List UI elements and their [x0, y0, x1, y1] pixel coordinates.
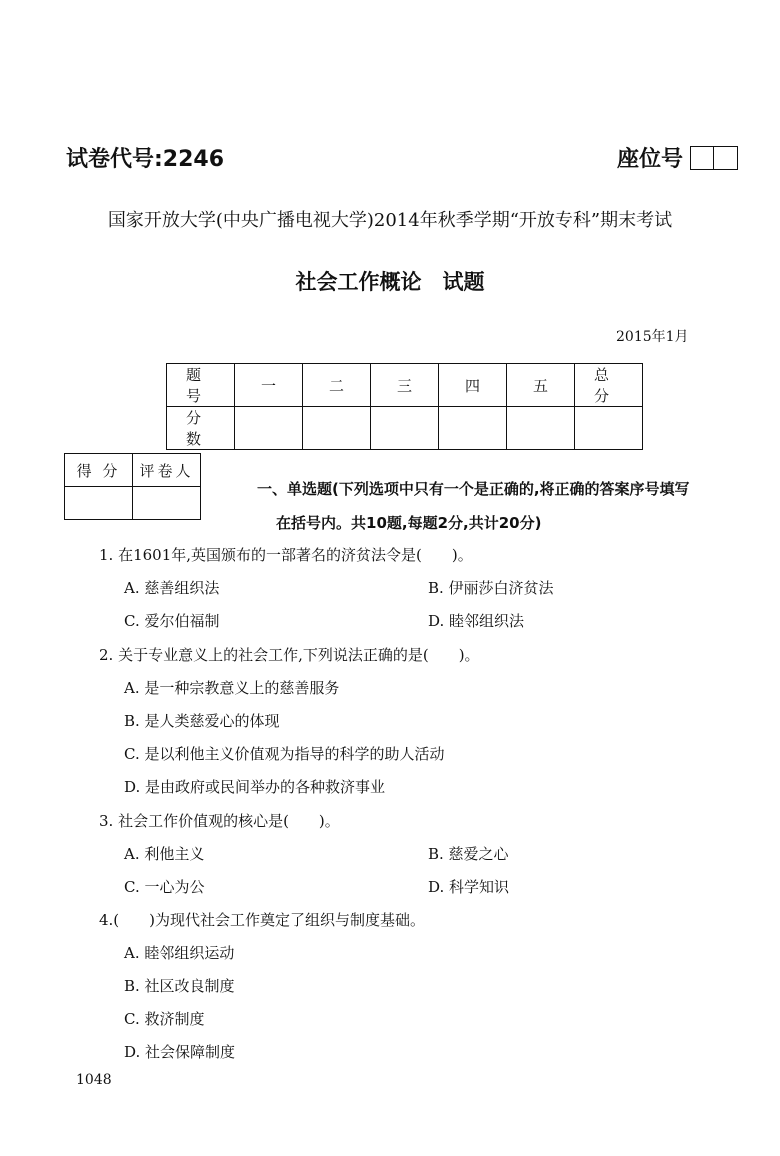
score-table-header: 一	[235, 364, 303, 407]
question-option: C. 爱尔伯福制	[124, 612, 220, 630]
question-option: B. 社区改良制度	[124, 977, 235, 995]
score-table-header: 三	[371, 364, 439, 407]
seat-number-label: 座位号	[617, 147, 684, 172]
question-option: A. 慈善组织法	[124, 579, 220, 597]
score-cell[interactable]	[235, 407, 303, 450]
grader-table-header-row	[65, 454, 201, 487]
question-option: A. 利他主义	[124, 845, 205, 863]
score-table-header: 五	[507, 364, 575, 407]
grader-score-cell[interactable]	[65, 487, 133, 520]
question-stem: 3. 社会工作价值观的核心是( )。	[99, 812, 340, 830]
score-table-header: 总 分	[575, 364, 643, 407]
grader-table	[64, 453, 201, 520]
page-number: 1048	[76, 1072, 112, 1088]
grader-table-row	[65, 487, 201, 520]
question-option: B. 慈爱之心	[428, 845, 509, 863]
score-cell[interactable]	[507, 407, 575, 450]
seat-number-box	[690, 146, 714, 170]
question-option: D. 科学知识	[428, 878, 510, 896]
exam-title: 国家开放大学(中央广播电视大学)2014年秋季学期“开放专科”期末考试	[107, 210, 673, 231]
score-table-header-row	[167, 364, 643, 407]
question-option: C. 救济制度	[124, 1010, 205, 1028]
question-option: A. 睦邻组织运动	[124, 944, 235, 962]
grader-table-header: 评卷人	[133, 454, 201, 487]
course-title: 社会工作概论 试题	[295, 270, 485, 294]
score-cell[interactable]	[575, 407, 643, 450]
question-option: B. 伊丽莎白济贫法	[428, 579, 554, 597]
section-instruction: 一、单选题(下列选项中只有一个是正确的,将正确的答案序号填写	[257, 480, 690, 498]
grader-name-cell[interactable]	[133, 487, 201, 520]
score-table-header: 四	[439, 364, 507, 407]
question-option: D. 是由政府或民间举办的各种救济事业	[124, 778, 386, 796]
question-option: C. 一心为公	[124, 878, 205, 896]
question-option: B. 是人类慈爱心的体现	[124, 712, 280, 730]
score-table	[166, 363, 643, 450]
question-option: C. 是以利他主义价值观为指导的科学的助人活动	[124, 745, 445, 763]
question-option: D. 睦邻组织法	[428, 612, 525, 630]
score-row-label: 分 数	[167, 407, 235, 450]
question-stem: 4.( )为现代社会工作奠定了组织与制度基础。	[99, 911, 426, 929]
score-table-header: 题 号	[167, 364, 235, 407]
score-cell[interactable]	[303, 407, 371, 450]
score-table-header: 二	[303, 364, 371, 407]
seat-number-boxes	[690, 146, 738, 170]
question-option: A. 是一种宗教意义上的慈善服务	[124, 679, 340, 697]
question-option: D. 社会保障制度	[124, 1043, 236, 1061]
score-cell[interactable]	[371, 407, 439, 450]
grader-table-header: 得 分	[65, 454, 133, 487]
score-cell[interactable]	[439, 407, 507, 450]
exam-date: 2015年1月	[616, 329, 689, 345]
score-table-row	[167, 407, 643, 450]
question-stem: 1. 在1601年,英国颁布的一部著名的济贫法令是( )。	[99, 546, 473, 564]
paper-code: 试卷代号:2246	[66, 147, 225, 172]
section-instruction: 在括号内。共10题,每题2分,共计20分)	[276, 514, 542, 532]
seat-number-box	[714, 146, 738, 170]
question-stem: 2. 关于专业意义上的社会工作,下列说法正确的是( )。	[99, 646, 480, 664]
